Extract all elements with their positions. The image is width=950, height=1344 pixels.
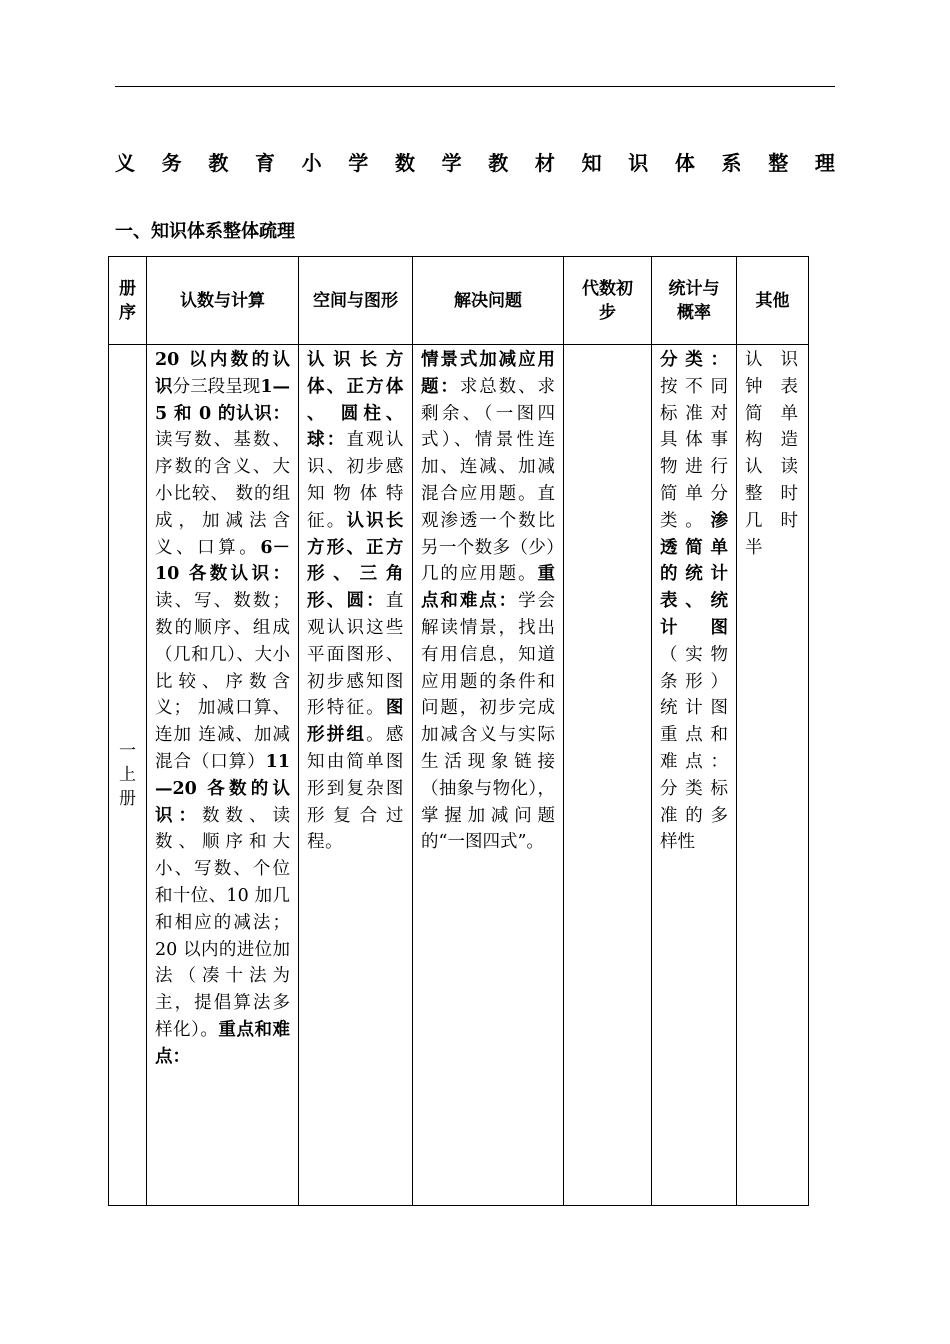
cell-heading: 渗透简单的统计表、统计图 <box>660 510 728 638</box>
cell-text: 直观认识这些平面图形、初步感知图形特征。 <box>307 591 404 719</box>
title-char: 整 <box>768 151 789 175</box>
other-cell <box>737 345 809 1206</box>
title-char: 系 <box>721 151 742 175</box>
cell-heading: 重点和难点： <box>421 564 555 612</box>
title-char: 理 <box>814 151 835 175</box>
title-char: 体 <box>674 151 695 175</box>
title-char: 数 <box>394 151 415 175</box>
header-algebra: 代数初步 <box>564 257 652 345</box>
document-title <box>115 150 835 176</box>
cell-heading: 认识长方体、正方体 、 圆柱、球： <box>307 350 404 451</box>
table-header-row <box>109 257 809 345</box>
cell-text: （实物条形）统计图重点和难点：分类标准的多样性 <box>660 644 728 853</box>
title-char: 识 <box>628 151 649 175</box>
cell-text: 分三段呈现 <box>172 376 261 397</box>
header-volume: 册序 <box>109 257 147 345</box>
header-stats: 统计与概率 <box>652 257 737 345</box>
cell-heading: 认识长方形、正方形、三角形、圆： <box>307 510 404 612</box>
cell-heading: 重点和难点： <box>155 1019 291 1067</box>
title-char: 学 <box>348 151 369 175</box>
cell-text: 认识钟表简单构造认读整时几时半 <box>745 350 804 558</box>
title-char: 教 <box>488 151 509 175</box>
knowledge-table <box>108 256 809 1206</box>
cell-heading: 11—20 各数的认识： <box>155 751 290 826</box>
title-char: 学 <box>441 151 462 175</box>
space-cell <box>299 345 413 1206</box>
cell-heading: 20 以内数的认识 <box>155 350 290 397</box>
title-char: 小 <box>301 151 322 175</box>
cell-text: 读写数、基数、序数的含义、大小比较、 数的组成，加减法含义、口算。 <box>155 430 290 558</box>
cell-text: 。感知由简单图形到复杂图形复合过程。 <box>307 725 404 853</box>
header-other: 其他 <box>737 257 809 345</box>
title-char: 材 <box>534 151 555 175</box>
header-rule <box>115 86 835 87</box>
algebra-cell <box>564 345 652 1206</box>
problem-cell <box>413 345 564 1206</box>
header-space: 空间与图形 <box>299 257 413 345</box>
cell-text: 求总数、求剩余、（一图四式）、情景性连加、连减、加减混合应用题。直观渗透一个数比另一个数多（少）几的应用题。 <box>421 376 556 585</box>
counting-cell <box>147 345 299 1206</box>
cell-text: 按不同标准对具体事物进行简单分类。 <box>660 376 728 531</box>
stats-cell <box>652 345 737 1206</box>
title-char: 教 <box>208 151 229 175</box>
cell-heading: 情景式加减应用题： <box>421 350 555 397</box>
title-char: 务 <box>161 151 182 175</box>
cell-heading: 图形拼组 <box>307 698 404 746</box>
cell-heading: 6－10 各数认识： <box>155 537 290 585</box>
cell-heading: 分类： <box>660 350 728 370</box>
table-row <box>109 345 809 1206</box>
cell-text: 学会解读情景，找出有用信息，知道应用题的条件和问题，初步完成加减含义与实际生活现象链接（抽象与物化），掌握加减问题的“一图四式”。 <box>421 591 556 853</box>
section-title: 一、知识体系整体疏理 <box>115 221 295 242</box>
title-char: 育 <box>254 151 275 175</box>
cell-heading: 1—5 和 0 的认识： <box>155 376 291 424</box>
cell-text: 数数、读数、顺序和大小、写数、个位和十位、10 加几和相应的减法；20 以内的进位加法（凑十法为主，提倡算法多样化）。 <box>155 805 290 1040</box>
volume-cell: 一上册 <box>109 345 147 1206</box>
cell-text: 读、写、数数；数的顺序、组成（几和几）、大小比较、序数含义； 加减口算、连加 连减、加减混合（口算） <box>155 591 290 772</box>
cell-text: 直观认识、初步感知物体特征。 <box>307 430 404 531</box>
header-problem: 解决问题 <box>413 257 564 345</box>
title-char: 义 <box>115 151 135 175</box>
title-char: 知 <box>581 151 602 175</box>
header-counting: 认数与计算 <box>147 257 299 345</box>
